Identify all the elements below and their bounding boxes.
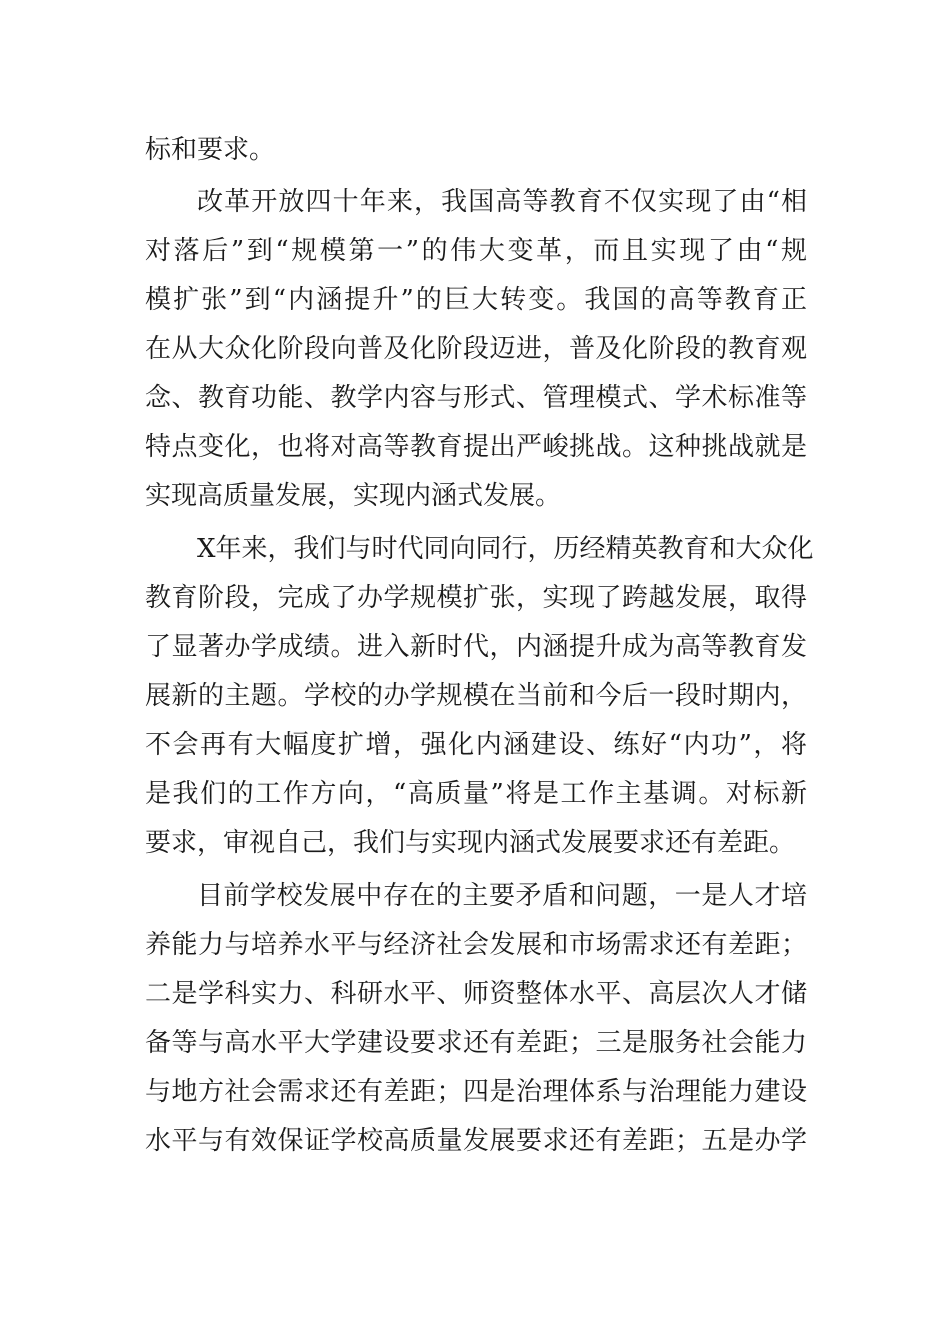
text-line: 对落后”到“规模第一”的伟大变革，而且实现了由“规 — [145, 236, 807, 266]
text-line: 要求，审视自己，我们与实现内涵式发展要求还有差距。 — [145, 828, 796, 858]
text-line: 展新的主题。学校的办学规模在当前和今后一段时期内， — [145, 681, 807, 711]
text-line: 水平与有效保证学校高质量发展要求还有差距；五是办学 — [145, 1126, 807, 1156]
paragraph-first-line: 改革开放四十年来，我国高等教育不仅实现了由“相 — [197, 187, 807, 217]
text-line: 念、教育功能、教学内容与形式、管理模式、学术标准等 — [145, 383, 807, 413]
text-line: 标和要求。 — [145, 135, 276, 165]
text-line: 了显著办学成绩。进入新时代，内涵提升成为高等教育发 — [145, 632, 807, 662]
text-line: 养能力与培养水平与经济社会发展和市场需求还有差距； — [145, 930, 807, 960]
text-line: 备等与高水平大学建设要求还有差距；三是服务社会能力 — [145, 1028, 807, 1058]
text-line: 模扩张”到“内涵提升”的巨大转变。我国的高等教育正 — [145, 285, 807, 315]
text-line: 在从大众化阶段向普及化阶段迈进，普及化阶段的教育观 — [145, 334, 807, 364]
text-line: 教育阶段，完成了办学规模扩张，实现了跨越发展，取得 — [145, 583, 807, 613]
text-line: 是我们的工作方向，“高质量”将是工作主基调。对标新 — [145, 779, 807, 809]
text-line: 不会再有大幅度扩增，强化内涵建设、练好“内功”，将 — [145, 730, 807, 760]
text-line: 实现高质量发展，实现内涵式发展。 — [145, 481, 562, 511]
text-line: 特点变化，也将对高等教育提出严峻挑战。这种挑战就是 — [145, 432, 807, 462]
paragraph-first-line: X年来，我们与时代同向同行，历经精英教育和大众化 — [197, 534, 814, 564]
text-line: 二是学科实力、科研水平、师资整体水平、高层次人才储 — [145, 979, 807, 1009]
paragraph-first-line: 目前学校发展中存在的主要矛盾和问题，一是人才培 — [197, 881, 807, 911]
text-line: 与地方社会需求还有差距；四是治理体系与治理能力建设 — [145, 1077, 807, 1107]
